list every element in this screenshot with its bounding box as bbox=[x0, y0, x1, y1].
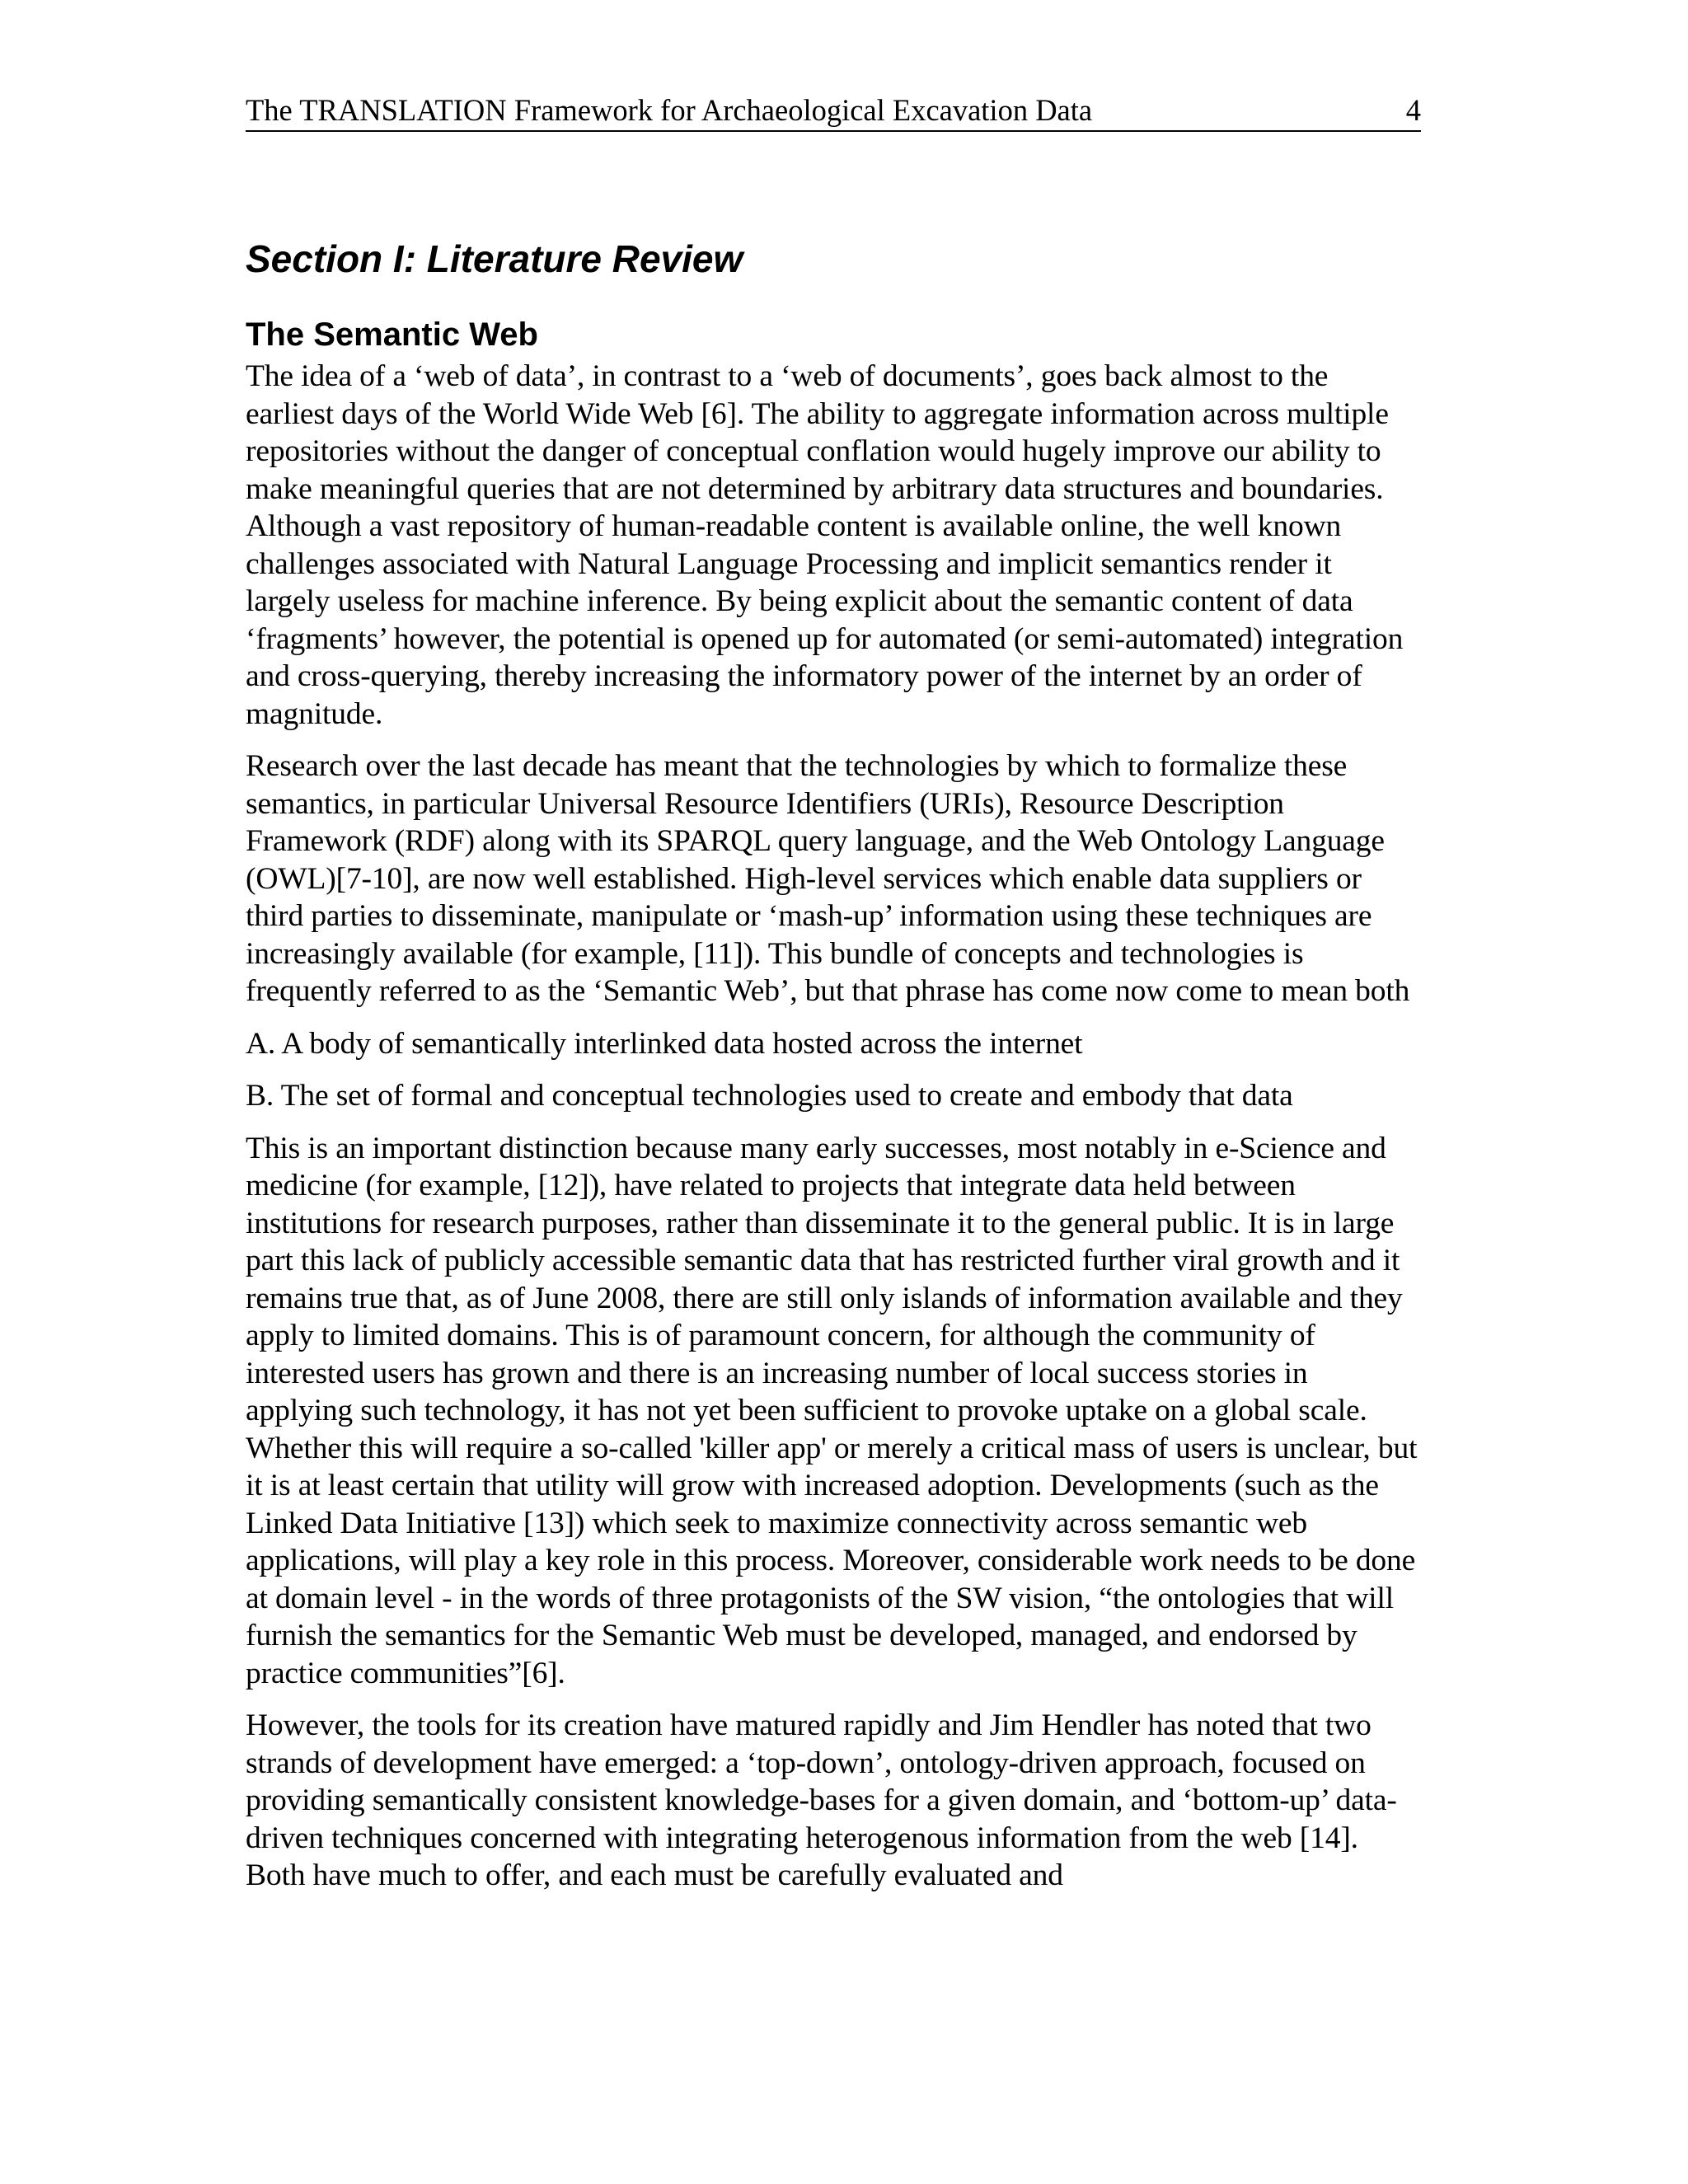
subsection-title: The Semantic Web bbox=[246, 316, 538, 353]
running-header-title: The TRANSLATION Framework for Archaeological Excavation Data bbox=[246, 93, 1093, 127]
body-text bbox=[246, 358, 1421, 1895]
paragraph-important-distinction: This is an important distinction because many early successes, most notably in e-Science and medicine (for example, [12]), have related to projects that integrate data held between institutions for research purposes, rather than disseminate it to the general public. It is in large part this lack of publicly accessible semantic data that has restricted further viral growth and it remains true that, as of June 2008, there are still only islands of information available and they apply to limited domains. This is of paramount concern, for although the community of interested users has grown and there is an increasing number of local success stories in applying such technology, it has not yet been sufficient to provoke uptake on a global scale. Whether this will require a so-called 'killer app' or merely a critical mass of users is unclear, but it is at least certain that utility will grow with increased adoption. Developments (such as the Linked Data Initiative [13]) which seek to maximize connectivity across semantic web applications, will play a key role in this process. Moreover, considerable work needs to be done at domain level - in the words of three protagonists of the SW vision, “the ontologies that will furnish the semantics for the Semantic Web must be developed, managed, and endorsed by practice communities”[6]. bbox=[246, 1131, 1418, 1690]
document-page bbox=[246, 92, 1421, 1910]
running-header bbox=[246, 92, 1421, 132]
paragraph-tools-matured: However, the tools for its creation have matured rapidly and Jim Hendler has noted that two strands of development have emerged: a ‘top-down’, ontology-driven approach, focused on providing semantically consistent knowledge-bases for a given domain, and ‘bottom-up’ data-driven techniques concerned with integrating heterogenous information from the web [14]. Both have much to offer, and each must be carefully evaluated and bbox=[246, 1708, 1397, 1892]
paragraph-web-of-data: The idea of a ‘web of data’, in contrast to a ‘web of documents’, goes back almost to the earliest days of the World Wide Web [6]. The ability to aggregate information across multiple repositories without the danger of conceptual conflation would hugely improve our ability to make meaningful queries that are not determined by arbitrary data structures and boundaries. Although a vast repository of human-readable content is available online, the well known challenges associated with Natural Language Processing and implicit semantics render it largely useless for machine inference. By being explicit about the semantic content of data ‘fragments’ however, the potential is opened up for automated (or semi-automated) integration and cross-querying, thereby increasing the informatory power of the internet by an order of magnitude. bbox=[246, 359, 1404, 731]
list-item-a: A. A body of semantically interlinked data hosted across the internet bbox=[246, 1026, 1083, 1061]
list-item-b: B. The set of formal and conceptual technologies used to create and embody that data bbox=[246, 1079, 1293, 1113]
section-title: Section I: Literature Review bbox=[246, 237, 743, 280]
paragraph-research-decade: Research over the last decade has meant that the technologies by which to formalize these semantics, in particular Universal Resource Identifiers (URIs), Resource Description Framework (RDF) along with its SPARQL query language, and the Web Ontology Language (OWL)[7-10], are now well established. High-level services which enable data suppliers or third parties to disseminate, manipulate or ‘mash-up’ information using these techniques are increasingly available (for example, [11]). This bundle of concepts and technologies is frequently referred to as the ‘Semantic Web’, but that phrase has come now come to mean both bbox=[246, 749, 1410, 1008]
page-number: 4 bbox=[1405, 93, 1421, 127]
